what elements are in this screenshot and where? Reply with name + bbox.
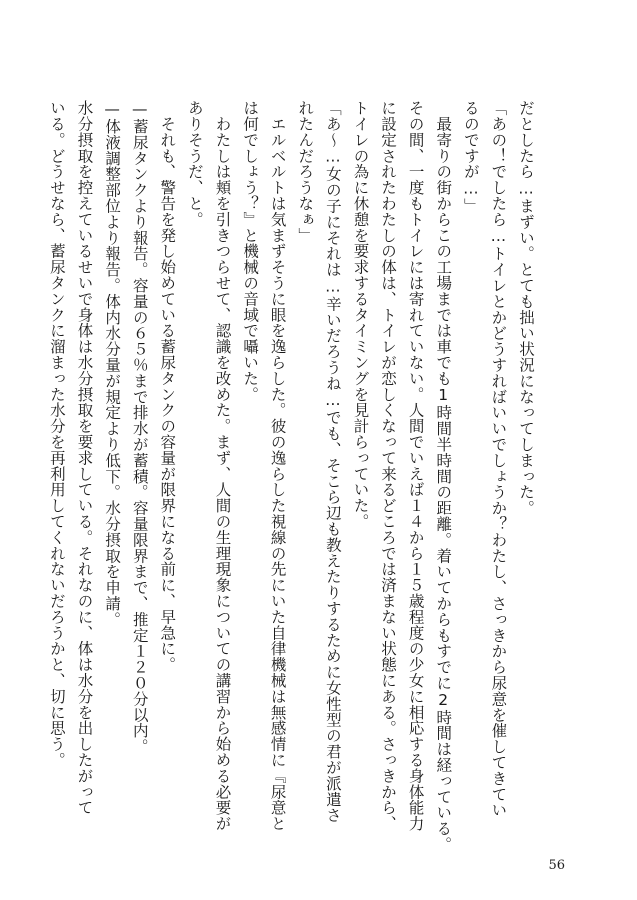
text-line: だとしたら…まずい。とても拙い状況になってしまった。	[517, 100, 535, 516]
text-line: いる。どうせなら、蓄尿タンクに溜まった水分を再利用してくれないだろうかと、切に思う。	[47, 100, 66, 768]
text-line: 「あ～…女の子にそれは…辛いだろうね…でも、そこら辺も教えたりするために女性型の君が派遣さ	[323, 100, 342, 823]
text-line: その間、一度もトイレには寄れていない。人間でいえば１４から１５歳程度の少女に相応する身体能力	[406, 100, 425, 832]
text-line: —蓄尿タンクより報告。容量の６５％まで排水が蓄積。容量限界まで、推定１２０分以内。	[130, 100, 149, 755]
body-text	[42, 100, 539, 853]
text-line: わたしは頬を引きつらせて、認識を改めた。まず、人間の生理現象についての講習から始める必要が	[213, 100, 232, 832]
text-line: それも、警告を発し始めている蓄尿タンクの容量が限界になる前に、早急に。	[158, 100, 177, 673]
text-line: ありそうだ、と。	[185, 100, 204, 228]
text-line: エルベルトは気まずそうに眼を逸らした。彼の逸らした視線の先にいた自律機械は無感情に『尿意と	[268, 100, 287, 832]
text-line: に設定されたわたしの体は、トイレが恋しくなって来るどころでは済まない状態にある。さっきから、	[379, 100, 398, 832]
text-line: 「あの！でしたら…トイレとかどうすればいいでしょうか？わたし、さっきから尿意を催してきてい	[489, 100, 508, 818]
page-number: 56	[548, 858, 565, 873]
text-line: トイレの為に休憩を要求するタイミングを見計らっていた。	[351, 100, 370, 530]
text-line: 最寄りの街からこの工場までは車でも1時間半時間の距離。着いてからもすでに2時間は経っている。	[434, 100, 453, 853]
text-line: —体液調整部位より報告。体内水分量が規定より低下。水分摂取を申請。	[103, 100, 122, 628]
text-line: れたんだろうなぁ」	[296, 100, 315, 244]
text-line: は何でしょう？』と機械の音域で囁いた。	[241, 100, 260, 403]
text-line: るのですが…」	[461, 100, 480, 214]
text-line: 水分摂取を控えているせいで身体は水分摂取を要求している。それなのに、体は水分を出したがって	[75, 100, 94, 816]
